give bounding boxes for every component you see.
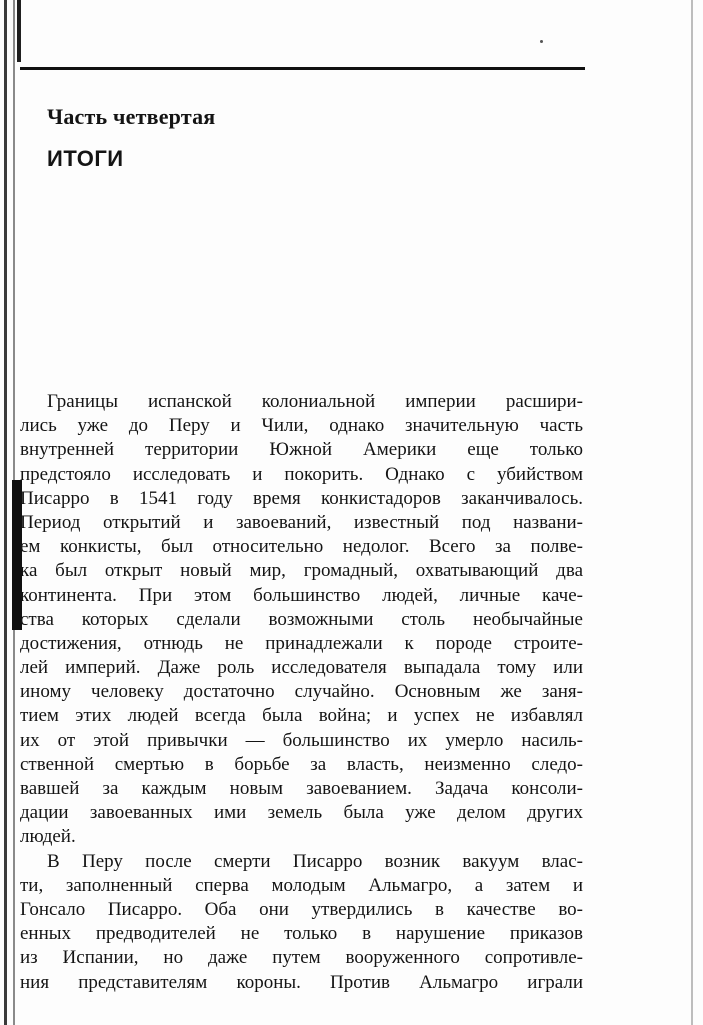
text-line: их от этой привычки — большинство их умерло насиль- [20, 729, 583, 751]
text-line: континента. При этом большинство людей, личные каче- [20, 584, 583, 606]
text-line: Писарро в 1541 году время конкистадоров заканчивалось. [20, 487, 583, 509]
text-line: лись уже до Перу и Чили, однако значительную часть [20, 415, 583, 437]
text-line: иному человеку достаточно случайно. Основным же заня- [20, 681, 583, 703]
body-text [20, 390, 583, 995]
scan-edge-left [4, 0, 7, 1025]
text-line: достижения, отнюдь не принадлежали к породе строите- [20, 632, 583, 654]
text-line: предстояло исследовать и покорить. Однако с убийством [20, 463, 583, 485]
chapter-title: ИТОГИ [47, 146, 124, 171]
scan-edge-right [691, 0, 693, 1025]
text-line: лей империй. Даже роль исследователя выпадала тому или [20, 657, 583, 679]
text-line: Гонсало Писарро. Оба они утвердились в качестве во- [20, 898, 583, 920]
text-line: из Испании, но даже путем вооруженного сопротивле- [20, 947, 583, 969]
text-line: тием этих людей всегда была война; и успех не избавлял [20, 705, 583, 727]
text-line: ственной смертью в борьбе за власть, неизменно следо- [20, 753, 583, 775]
text-line: ти, заполненный сперва молодым Альмагро, а затем и [20, 874, 583, 896]
text-line: внутренней территории Южной Америки еще только [20, 439, 583, 461]
text-line: Период открытий и завоеваний, известный под названи- [20, 511, 583, 533]
header-rule [20, 67, 585, 70]
text-line: дации завоеванных ими земель была уже делом других [20, 802, 583, 824]
text-line: ния представителям короны. Против Альмагро играли [20, 971, 583, 993]
text-line: Границы испанской колониальной империи расшири- [47, 391, 583, 412]
scan-edge-notch [17, 0, 21, 62]
text-line: ства которых сделали возможными столь необычайные [20, 608, 583, 630]
text-line: ем конкисты, был относительно недолог. Всего за полве- [20, 536, 583, 558]
part-title: Часть четвертая [47, 104, 216, 129]
text-line: людей. [20, 826, 76, 848]
scan-speck [540, 40, 543, 43]
text-line: В Перу после смерти Писарро возник вакуум влас- [47, 850, 583, 872]
text-line: ка был открыт новый мир, громадный, охватывающий два [20, 560, 583, 582]
text-line: енных предводителей не только в нарушение приказов [20, 923, 583, 945]
text-line: вавшей за каждым новым завоеванием. Задача консоли- [20, 778, 583, 799]
